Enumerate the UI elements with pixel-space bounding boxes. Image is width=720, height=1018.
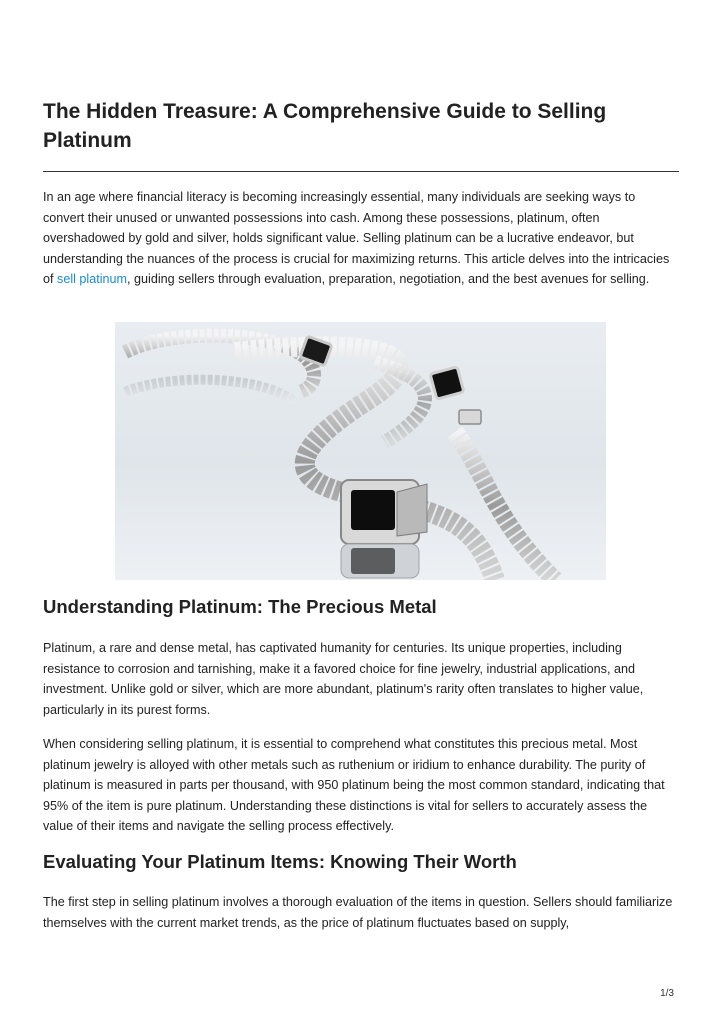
section-heading-understanding: Understanding Platinum: The Precious Metal	[43, 596, 437, 617]
platinum-jewelry-image	[115, 322, 606, 580]
section-2-paragraph-1: The first step in selling platinum involves a thorough evaluation of the items in question. Sellers should familiarize themselves with the current market trends, as the price of platinum fluctuates based on supply,	[43, 895, 673, 930]
intro-text-after-link: , guiding sellers through evaluation, preparation, negotiation, and the best avenues for selling.	[127, 272, 650, 287]
section-1-paragraph-1: Platinum, a rare and dense metal, has captivated humanity for centuries. Its unique properties, including resistance to corrosion and tarnishing, make it a favored choice for fine jewelry, industrial applications, and investment. Unlike gold or silver, which are more abundant, platinum's rarity often translates to higher value, particularly in its purest forms.	[43, 641, 644, 717]
page-number: 1/3	[660, 988, 674, 999]
section-heading-evaluating: Evaluating Your Platinum Items: Knowing Their Worth	[43, 851, 517, 872]
title-divider	[43, 171, 679, 172]
intro-paragraph	[43, 187, 679, 290]
section-1-paragraph-2: When considering selling platinum, it is essential to comprehend what constitutes this precious metal. Most platinum jewelry is alloyed with other metals such as ruthenium or iridium to enhance durability. The purity of platinum is measured in parts per thousand, with 950 platinum being the most common standard, indicating that 95% of the item is pure platinum. Understanding these distinctions is vital for sellers to accurately assess the value of their items and navigate the selling process effectively.	[43, 737, 665, 834]
intro-text-before-link: In an age where financial literacy is becoming increasingly essential, many individuals are seeking ways to convert their unused or unwanted possessions into cash. Among these possessions, platinum, often overshadowed by gold and silver, holds significant value. Selling platinum can be a lucrative endeavor, but understanding the nuances of the process is crucial for maximizing returns. This article delves into the intricacies of	[43, 190, 670, 287]
sell-platinum-link[interactable]: sell platinum	[57, 272, 128, 287]
article-title: The Hidden Treasure: A Comprehensive Guide to Selling Platinum	[43, 100, 607, 152]
